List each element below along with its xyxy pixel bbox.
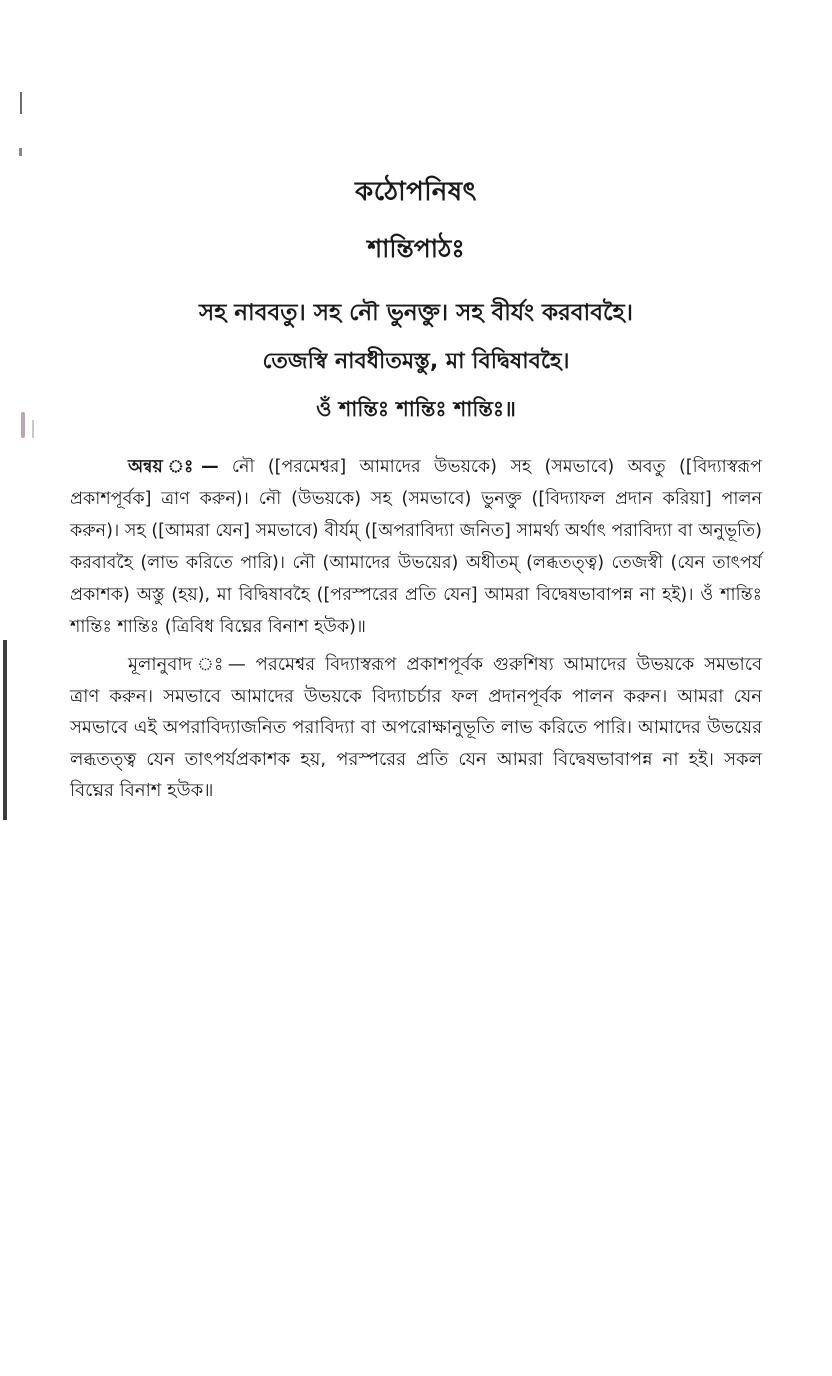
verse-line-2: তেজস্বি নাবধীতমস্তু, মা বিদ্বিষাবহৈ। [262,349,570,374]
verse-line-1: সহ নাববতু। সহ নৌ ভুনক্তু। সহ বীর্যং করবাবহৈ। [199,300,633,326]
page-subtitle: শান্তিপাঠঃ [367,234,465,263]
scan-mark [19,148,22,156]
verse-line-3: ওঁ শান্তিঃ শান্তিঃ শান্তিঃ॥ [316,397,516,421]
mulanubad-label: মূলানুবাদ ঃ— [128,654,246,675]
anvaya-paragraph [70,451,762,643]
mulanubad-paragraph [70,649,762,807]
anvaya-label: অন্বয় ঃ— [128,457,219,477]
scan-mark [20,92,22,114]
scan-mark [3,640,7,820]
page-title: কঠোপনিষৎ [355,177,477,207]
anvaya-text: নৌ ([পরমেশ্বর] আমাদের উভয়কে) সহ (সমভাবে) অবতু ([বিদ্যাস্বরূপ প্রকাশপূর্বক] ত্রাণ করুন)। নৌ (উভয়কে) সহ (সমভাবে) ভুনক্তু ([বিদ্যাফল প্রদান করিয়া] পালন করুন)। সহ ([আমরা যেন] সমভাবে) বীর্যম্‌ ([অপরাবিদ্যা জনিত] সামর্থ্য অর্থাৎ পরাবিদ্যা বা অনুভূতি) করবাবহৈ (লাভ করিতে পারি)। নৌ (আমাদের উভয়ের) অধীতম্‌ (লব্ধতত্ত্ব) তেজস্বী (যেন তাৎপর্য প্রকাশক) অস্তু (হয়), মা বিদ্বিষাবহৈ ([পরস্পরের প্রতি যেন] আমরা বিদ্বেষভাবাপন্ন না হই)। ওঁ শান্তিঃ শান্তিঃ শান্তিঃ (ত্রিবিধ বিঘ্নের বিনাশ হউক)॥ [70,457,762,637]
mulanubad-text: পরমেশ্বর বিদ্যাস্বরূপ প্রকাশপূর্বক গুরুশিষ্য আমাদের উভয়কে সমভাবে ত্রাণ করুন। সমভাবে আমাদের উভয়কে বিদ্যাচর্চার ফল প্রদানপূর্বক পালন করুন। আমরা যেন সমভাবে এই অপরাবিদ্যাজনিত পরাবিদ্যা বা অপরোক্ষানুভূতি লাভ করিতে পারি। আমাদের উভয়ের লব্ধতত্ত্ব যেন তাৎপর্যপ্রকাশক হয়, পরস্পরের প্রতি যেন আমরা বিদ্বেষভাবাপন্ন না হই। সকল বিঘ্নের বিনাশ হউক॥ [70,654,762,801]
